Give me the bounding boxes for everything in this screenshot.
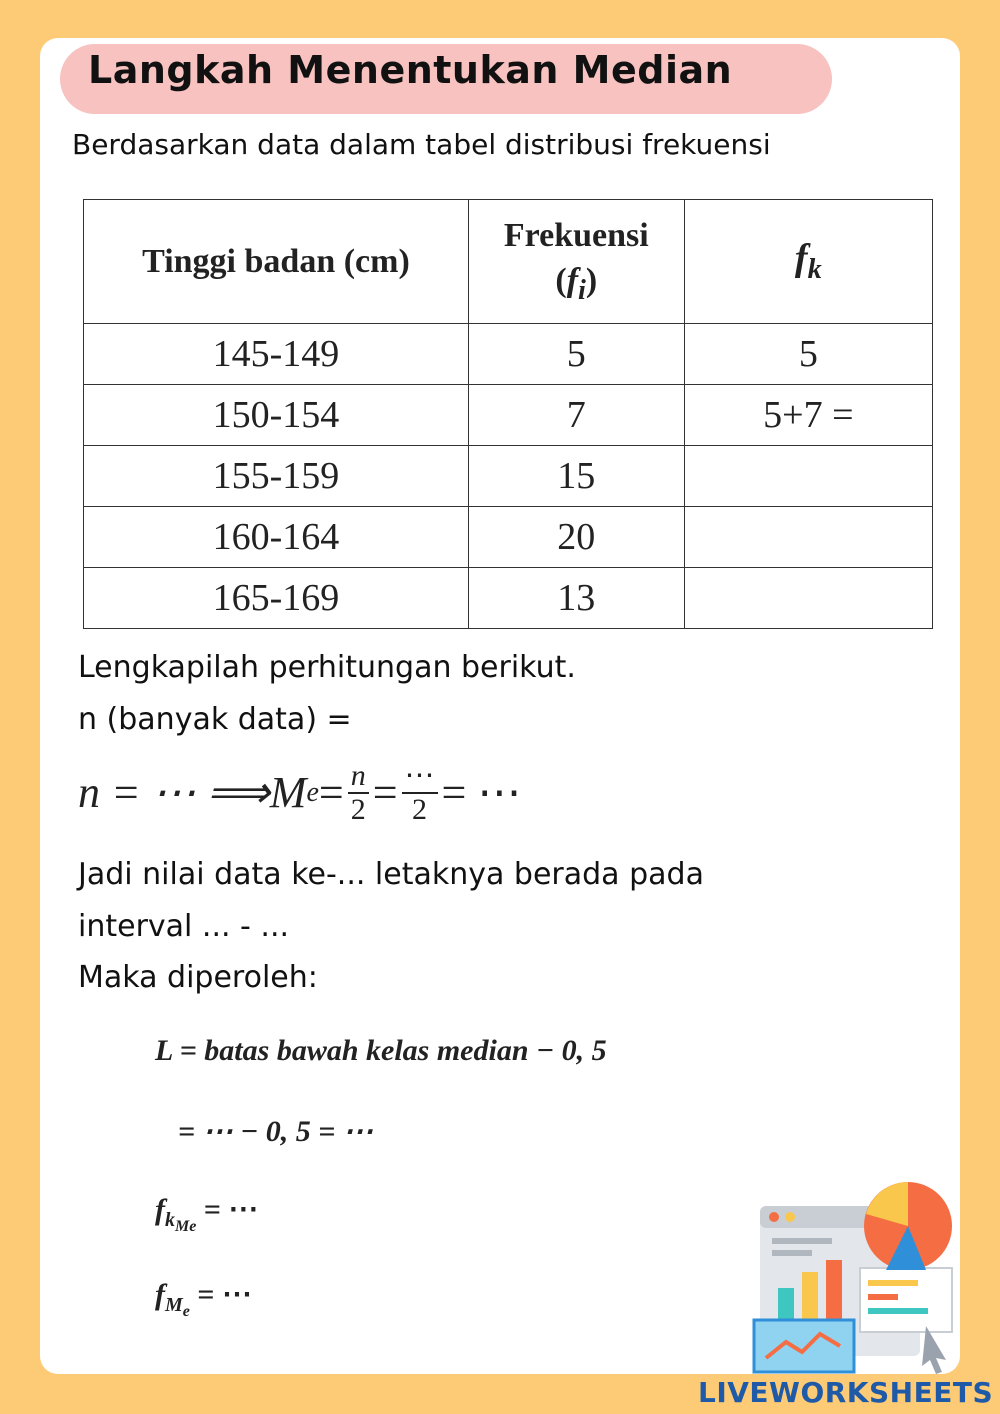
legend-line — [868, 1280, 918, 1286]
fraction-numerator: ⋯ — [402, 760, 438, 794]
header-frequency-open: ( — [555, 262, 567, 300]
header-fk — [684, 200, 932, 324]
cell-fi: 7 — [468, 385, 684, 446]
cell-fk: 5 — [684, 324, 932, 385]
formula-tail: = ⋯ — [441, 768, 522, 817]
header-frequency-label: Frekuensi — [503, 216, 649, 254]
cell-interval: 150-154 — [84, 385, 469, 446]
table-row — [84, 568, 933, 629]
fraction-denominator: 2 — [412, 792, 428, 826]
eq-fk-sub: k — [165, 1209, 175, 1231]
header-fk-sub: k — [807, 254, 822, 286]
legend-line — [868, 1308, 928, 1314]
eq-fme-subsub: e — [182, 1303, 190, 1320]
cell-interval: 145-149 — [84, 324, 469, 385]
instruction-data-position: Jadi nilai data ke-... letaknya berada pada — [78, 857, 704, 892]
table-header-row — [84, 200, 933, 324]
frequency-table — [83, 199, 933, 629]
cell-fi: 20 — [468, 507, 684, 568]
cell-interval: 165-169 — [84, 568, 469, 629]
header-height: Tinggi badan (cm) — [84, 200, 469, 324]
header-frequency — [468, 200, 684, 324]
median-position-formula — [78, 760, 521, 825]
legend-line — [868, 1294, 898, 1300]
cell-fk: 5+7 = — [684, 385, 932, 446]
analytics-illustration — [748, 1176, 960, 1376]
window-dot-icon — [769, 1212, 779, 1222]
instruction-obtained: Maka diperoleh: — [78, 960, 318, 995]
eq-fme-symbol: f — [155, 1278, 165, 1311]
instruction-interval: interval ... - ... — [78, 909, 290, 944]
table-row — [84, 385, 933, 446]
formula-eq1: = — [318, 768, 344, 817]
cell-interval: 160-164 — [84, 507, 469, 568]
instruction-n: n (banyak data) = — [78, 702, 352, 737]
eq-lower-bound-calc: = ⋯ − 0, 5 = ⋯ — [178, 1115, 373, 1148]
fraction-numerator: n — [348, 760, 369, 794]
cell-fk-answer[interactable] — [684, 507, 932, 568]
formula-me: M — [269, 768, 307, 817]
eq-fme-sub: M — [165, 1294, 183, 1316]
window-dot-icon — [785, 1212, 795, 1222]
table-row — [84, 324, 933, 385]
eq-fme-tail: = ⋯ — [189, 1278, 253, 1311]
text-line — [772, 1250, 812, 1256]
fraction-n-over-2 — [348, 760, 369, 825]
instruction-complete: Lengkapilah perhitungan berikut. — [78, 650, 576, 685]
fraction-blank-over-2 — [402, 760, 438, 825]
cursor-icon — [922, 1326, 946, 1374]
cell-fi: 15 — [468, 446, 684, 507]
header-fi-sub: i — [578, 275, 586, 307]
subtitle: Berdasarkan data dalam tabel distribusi frekuensi — [72, 128, 771, 161]
table-row — [84, 446, 933, 507]
formula-eq2: = — [372, 768, 398, 817]
table-row — [84, 507, 933, 568]
page-title: Langkah Menentukan Median — [88, 48, 733, 92]
formula-me-sub: e — [306, 776, 319, 808]
eq-f-me — [155, 1277, 252, 1321]
cell-fk-answer[interactable] — [684, 446, 932, 507]
eq-fk-subsub: Me — [175, 1218, 197, 1235]
eq-fk-symbol: f — [155, 1193, 165, 1226]
header-fi-symbol: f — [566, 262, 579, 300]
cell-fi: 5 — [468, 324, 684, 385]
header-fk-symbol: f — [794, 237, 808, 280]
fraction-denominator: 2 — [350, 792, 366, 826]
cell-fk-answer[interactable] — [684, 568, 932, 629]
formula-part1: n = ⋯ ⟹ — [78, 768, 270, 817]
cell-fi: 13 — [468, 568, 684, 629]
eq-lower-bound: L = batas bawah kelas median − 0, 5 — [155, 1034, 607, 1067]
header-frequency-close: ) — [585, 262, 598, 300]
text-line — [772, 1238, 832, 1244]
footer-brand: LIVEWORKSHEETS — [698, 1375, 994, 1409]
footer-logo[interactable] — [692, 1372, 992, 1412]
eq-fk-tail: = ⋯ — [196, 1193, 259, 1226]
eq-fk-me — [155, 1192, 258, 1236]
cell-interval: 155-159 — [84, 446, 469, 507]
